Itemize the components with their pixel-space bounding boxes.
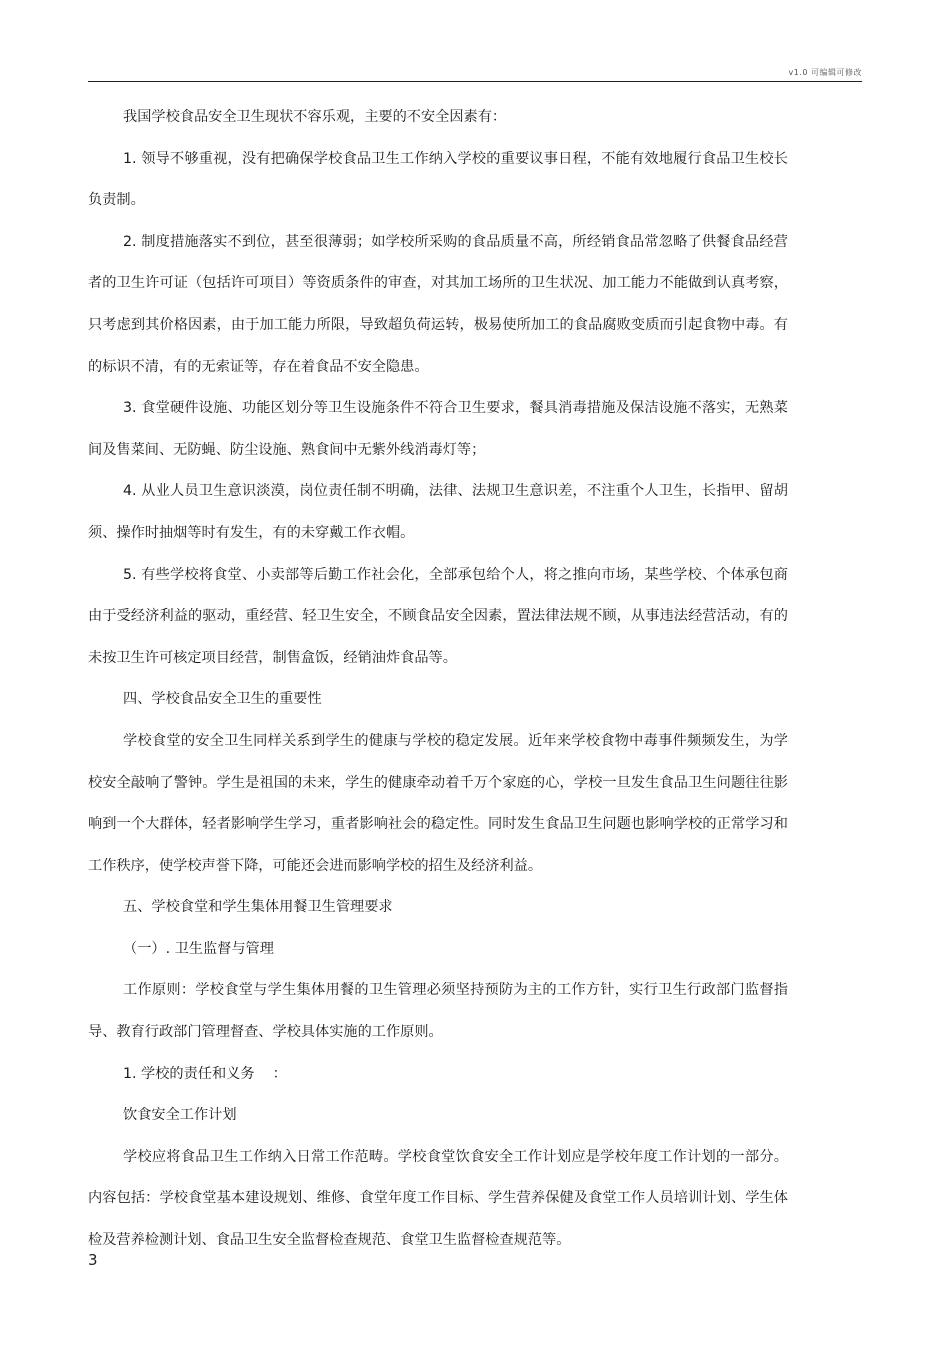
paragraph-item-4: 4. 从业人员卫生意识淡漠，岗位责任制不明确，法律、法规卫生意识差，不注重个人卫生，长指甲、留胡须、操作时抽烟等时有发生，有的未穿戴工作衣帽。 [88,483,788,541]
subheading-food-safety-plan: 饮食安全工作计划 [123,1107,237,1124]
paragraph-importance: 学校食堂的安全卫生同样关系到学生的健康与学校的稳定发展。近年来学校食物中毒事件频频发生，为学校安全敲响了警钟。学生是祖国的未来，学生的健康牵动着千万个家庭的心，学校一旦发生食品卫生问题往往影响到一个大群体，轻者影响学生学习，重者影响社会的稳定性。同时发生食品卫生问题也影响学校的正常学习和工作秩序，使学校声誉下降，可能还会进而影响学校的招生及经济利益。 [88,732,788,874]
paragraph-intro: 我国学校食品安全卫生现状不容乐观，主要的不安全因素有： [123,109,507,125]
subheading-school-duties: 1. 学校的责任和义务 ： [123,1065,287,1082]
section-heading-4: 四、学校食品安全卫生的重要性 [123,691,322,708]
section-heading-5: 五、学校食堂和学生集体用餐卫生管理要求 [123,899,393,916]
header-divider [88,81,862,82]
paragraph-item-2: 2. 制度措施落实不到位，甚至很薄弱；如学校所采购的食品质量不高，所经销食品常忽略了供餐食品经营者的卫生许可证（包括许可项目）等资质条件的审查，对其加工场所的卫生状况、加工能力不能做到认真考察，只考虑到其价格因素，由于加工能力所限，导致超负荷运转，极易使所加工的食品腐败变质而引起食物中毒。有的标识不清，有的无索证等，存在着食品不安全隐患。 [88,233,788,375]
document-body [88,97,788,1262]
page-number: 3 [88,1251,98,1269]
paragraph-item-3: 3. 食堂硬件设施、功能区划分等卫生设施条件不符合卫生要求，餐具消毒措施及保洁设施不落实，无熟菜间及售菜间、无防蝇、防尘设施、熟食间中无紫外线消毒灯等； [88,400,788,458]
paragraph-item-1: 1. 领导不够重视，没有把确保学校食品卫生工作纳入学校的重要议事日程，不能有效地履行食品卫生校长负责制。 [88,150,788,209]
paragraph-principle: 工作原则：学校食堂与学生集体用餐的卫生管理必须坚持预防为主的工作方针，实行卫生行政部门监督指导、教育行政部门管理督查、学校具体实施的工作原则。 [88,982,788,1041]
version-note: v1.0 可编辑可修改 [788,68,862,77]
subsection-heading-1: （一）. 卫生监督与管理 [123,940,274,957]
paragraph-item-5: 5. 有些学校将食堂、小卖部等后勤工作社会化，全部承包给个人，将之推向市场，某些学校、个体承包商由于受经济利益的驱动，重经营、轻卫生安全，不顾食品安全因素，置法律法规不顾，从事违法经营活动，有的未按卫生许可核定项目经营，制售盒饭，经销油炸食品等。 [88,566,788,666]
paragraph-plan-content: 学校应将食品卫生工作纳入日常工作范畴。学校食堂饮食安全工作计划应是学校年度工作计划的一部分。内容包括：学校食堂基本建设规划、维修、食堂年度工作目标、学生营养保健及食堂工作人员培训计划、学生体检及营养检测计划、食品卫生安全监督检查规范、食堂卫生监督检查规范等。 [88,1148,788,1249]
